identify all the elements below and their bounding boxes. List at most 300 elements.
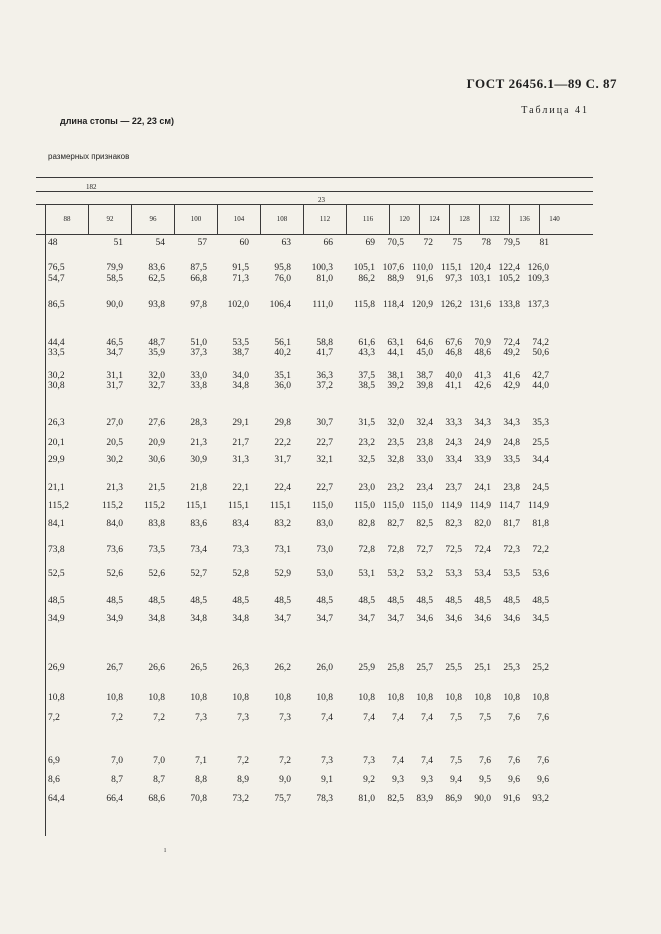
table-cell: 86,5 xyxy=(48,300,65,310)
table-cell: 115,2 xyxy=(101,501,123,511)
table-cell: 66,8 xyxy=(190,274,207,284)
table-cell: 97,3 xyxy=(445,274,462,284)
table-cell: 82,3 xyxy=(445,519,462,529)
table-cell: 91,6 xyxy=(503,794,520,804)
table-cell: 42,7 xyxy=(532,371,549,381)
table-cell: 81,8 xyxy=(532,519,549,529)
table-cell: 10,8 xyxy=(445,693,462,703)
table-cell: 26,9 xyxy=(48,663,65,673)
table-cell: 32,7 xyxy=(148,381,165,391)
table-cell: 7,5 xyxy=(479,713,491,723)
table-cell: 48,5 xyxy=(532,596,549,606)
table-cell: 71,3 xyxy=(232,274,249,284)
table-cell: 53,5 xyxy=(232,338,249,348)
table-cell: 73,0 xyxy=(316,545,333,555)
table-cell: 41,3 xyxy=(474,371,491,381)
table-row xyxy=(48,614,593,625)
table-cell: 21,5 xyxy=(148,483,165,493)
table-cell: 24,3 xyxy=(445,438,462,448)
table-row xyxy=(48,519,593,530)
table-cell: 90,0 xyxy=(474,794,491,804)
table-cell: 8,8 xyxy=(195,775,207,785)
table-cell: 9,1 xyxy=(321,775,333,785)
table-cell: 109,3 xyxy=(527,274,549,284)
table-cell: 58,5 xyxy=(106,274,123,284)
table-cell: 9,4 xyxy=(450,775,462,785)
table-cell: 95,8 xyxy=(274,263,291,273)
table-cell: 73,5 xyxy=(148,545,165,555)
table-cell: 34,7 xyxy=(106,348,123,358)
table-row xyxy=(48,596,593,607)
table-cell: 115,0 xyxy=(382,501,404,511)
table-row xyxy=(48,775,593,786)
table-cell: 25,3 xyxy=(503,663,520,673)
table-cell: 82,5 xyxy=(387,794,404,804)
table-cell: 114,7 xyxy=(498,501,520,511)
table-cell: 82,5 xyxy=(416,519,433,529)
table-cell: 50,6 xyxy=(532,348,549,358)
table-cell: 73,1 xyxy=(274,545,291,555)
table-row xyxy=(48,274,593,285)
table-cell: 34,7 xyxy=(358,614,375,624)
table-cell: 48,5 xyxy=(387,596,404,606)
table-cell: 107,6 xyxy=(382,263,404,273)
table-cell: 23,2 xyxy=(358,438,375,448)
table-cell: 34,5 xyxy=(532,614,549,624)
table-cell: 25,5 xyxy=(445,663,462,673)
table-cell: 6,9 xyxy=(48,756,60,766)
table-cell: 41,7 xyxy=(316,348,333,358)
table-cell: 24,5 xyxy=(532,483,549,493)
table-cell: 23,4 xyxy=(416,483,433,493)
table-cell: 38,7 xyxy=(232,348,249,358)
table-cell: 51 xyxy=(113,238,123,248)
table-cell: 33,8 xyxy=(190,381,207,391)
size-header-cell: 96 xyxy=(131,204,174,234)
table-cell: 58,8 xyxy=(316,338,333,348)
table-cell: 83,4 xyxy=(232,519,249,529)
table-cell: 8,7 xyxy=(153,775,165,785)
table-cell: 63,1 xyxy=(387,338,404,348)
table-cell: 21,3 xyxy=(106,483,123,493)
size-header-cell: 124 xyxy=(419,204,449,234)
table-cell: 81,7 xyxy=(503,519,520,529)
table-cell: 33,0 xyxy=(416,455,433,465)
table-cell: 34,8 xyxy=(232,614,249,624)
size-header-cell: 108 xyxy=(260,204,303,234)
table-cell: 63 xyxy=(281,238,291,248)
table-cell: 72 xyxy=(423,238,433,248)
table-row xyxy=(48,238,593,249)
table-row xyxy=(48,263,593,274)
table-row xyxy=(48,756,593,767)
table-cell: 9,6 xyxy=(508,775,520,785)
table-cell: 51,0 xyxy=(190,338,207,348)
table-cell: 114,9 xyxy=(527,501,549,511)
table-cell: 8,7 xyxy=(111,775,123,785)
table-cell: 23,5 xyxy=(387,438,404,448)
table-cell: 40,2 xyxy=(274,348,291,358)
table-cell: 72,5 xyxy=(445,545,462,555)
table-cell: 26,7 xyxy=(106,663,123,673)
table-cell: 7,3 xyxy=(279,713,291,723)
table-cell: 57 xyxy=(197,238,207,248)
table-cell: 56,1 xyxy=(274,338,291,348)
table-cell: 38,5 xyxy=(358,381,375,391)
table-cell: 10,8 xyxy=(387,693,404,703)
table-cell: 7,2 xyxy=(279,756,291,766)
table-cell: 22,7 xyxy=(316,483,333,493)
table-cell: 49,2 xyxy=(503,348,520,358)
table-cell: 7,2 xyxy=(153,713,165,723)
table-cell: 86,2 xyxy=(358,274,375,284)
table-cell: 32,4 xyxy=(416,418,433,428)
table-cell: 53,2 xyxy=(387,569,404,579)
table-cell: 54,7 xyxy=(48,274,65,284)
table-cell: 26,0 xyxy=(316,663,333,673)
table-cell: 97,8 xyxy=(190,300,207,310)
table-cell: 7,4 xyxy=(392,756,404,766)
table-cell: 10,8 xyxy=(274,693,291,703)
table-cell: 22,4 xyxy=(274,483,291,493)
table-cell: 48,5 xyxy=(358,596,375,606)
table-cell: 7,5 xyxy=(450,713,462,723)
table-cell: 115,1 xyxy=(227,501,249,511)
table-cell: 26,3 xyxy=(48,418,65,428)
table-cell: 72,4 xyxy=(503,338,520,348)
table-cell: 53,4 xyxy=(474,569,491,579)
table-cell: 53,1 xyxy=(358,569,375,579)
table-cell: 7,2 xyxy=(237,756,249,766)
table-cell: 24,8 xyxy=(503,438,520,448)
table-cell: 61,6 xyxy=(358,338,375,348)
table-cell: 7,6 xyxy=(479,756,491,766)
table-cell: 52,5 xyxy=(48,569,65,579)
table-cell: 7,3 xyxy=(237,713,249,723)
table-cell: 44,1 xyxy=(387,348,404,358)
table-cell: 66,4 xyxy=(106,794,123,804)
table-cell: 114,9 xyxy=(469,501,491,511)
table-cell: 34,8 xyxy=(190,614,207,624)
table-row xyxy=(48,501,593,512)
table-cell: 48,5 xyxy=(503,596,520,606)
group-label-23: 23 xyxy=(318,196,325,204)
table-cell: 79,9 xyxy=(106,263,123,273)
table-cell: 72,8 xyxy=(387,545,404,555)
table-cell: 73,6 xyxy=(106,545,123,555)
table-cell: 54 xyxy=(155,238,165,248)
table-cell: 75 xyxy=(452,238,462,248)
table-cell: 48,5 xyxy=(148,596,165,606)
table-cell: 62,5 xyxy=(148,274,165,284)
table-cell: 115,2 xyxy=(143,501,165,511)
table-cell: 24,9 xyxy=(474,438,491,448)
table-cell: 86,9 xyxy=(445,794,462,804)
table-cell: 20,1 xyxy=(48,438,65,448)
table-cell: 70,5 xyxy=(387,238,404,248)
table-cell: 34,6 xyxy=(445,614,462,624)
table-cell: 115,0 xyxy=(411,501,433,511)
table-row xyxy=(48,693,593,704)
table-cell: 44,4 xyxy=(48,338,65,348)
table-cell: 10,8 xyxy=(474,693,491,703)
table-cell: 7,3 xyxy=(195,713,207,723)
table-cell: 7,4 xyxy=(421,713,433,723)
table-cell: 84,0 xyxy=(106,519,123,529)
table-cell: 137,3 xyxy=(527,300,549,310)
table-cell: 83,0 xyxy=(316,519,333,529)
table-cell: 25,7 xyxy=(416,663,433,673)
table-cell: 32,5 xyxy=(358,455,375,465)
foot-length-caption: длина стопы — 22, 23 см) xyxy=(60,116,175,126)
table-row xyxy=(48,300,593,311)
table-cell: 35,9 xyxy=(148,348,165,358)
table-cell: 48,5 xyxy=(48,596,65,606)
table-cell: 41,6 xyxy=(503,371,520,381)
table-cell: 74,2 xyxy=(532,338,549,348)
table-cell: 72,4 xyxy=(474,545,491,555)
size-header-cell: 116 xyxy=(346,204,389,234)
table-cell: 10,8 xyxy=(358,693,375,703)
table-label: Таблица 41 xyxy=(521,105,589,116)
table-cell: 42,6 xyxy=(474,381,491,391)
table-cell: 30,2 xyxy=(106,455,123,465)
table-cell: 26,5 xyxy=(190,663,207,673)
table-cell: 87,5 xyxy=(190,263,207,273)
table-cell: 31,7 xyxy=(106,381,123,391)
table-cell: 115,1 xyxy=(269,501,291,511)
table-cell: 93,8 xyxy=(148,300,165,310)
table-cell: 111,0 xyxy=(312,300,333,310)
table-cell: 126,0 xyxy=(527,263,549,273)
table-cell: 34,3 xyxy=(474,418,491,428)
table-cell: 34,7 xyxy=(387,614,404,624)
table-cell: 88,9 xyxy=(387,274,404,284)
size-header-cell: 120 xyxy=(389,204,419,234)
table-cell: 7,4 xyxy=(421,756,433,766)
table-cell: 115,0 xyxy=(311,501,333,511)
table-cell: 10,8 xyxy=(532,693,549,703)
table-cell: 23,8 xyxy=(416,438,433,448)
table-cell: 7,3 xyxy=(321,756,333,766)
table-cell: 25,2 xyxy=(532,663,549,673)
table-cell: 100,3 xyxy=(311,263,333,273)
table-cell: 22,2 xyxy=(274,438,291,448)
table-left-border xyxy=(45,204,46,836)
table-cell: 9,5 xyxy=(479,775,491,785)
table-cell: 105,2 xyxy=(498,274,520,284)
table-cell: 33,9 xyxy=(474,455,491,465)
table-cell: 76,5 xyxy=(48,263,65,273)
table-cell: 30,6 xyxy=(148,455,165,465)
table-row xyxy=(48,381,593,392)
size-header-cell: 112 xyxy=(303,204,346,234)
table-row xyxy=(48,569,593,580)
table-cell: 30,7 xyxy=(316,418,333,428)
table-cell: 30,9 xyxy=(190,455,207,465)
table-cell: 81,0 xyxy=(316,274,333,284)
table-cell: 7,6 xyxy=(508,756,520,766)
table-cell: 70,8 xyxy=(190,794,207,804)
table-cell: 48,5 xyxy=(316,596,333,606)
table-cell: 90,0 xyxy=(106,300,123,310)
table-cell: 24,1 xyxy=(474,483,491,493)
table-cell: 33,0 xyxy=(190,371,207,381)
size-header-cell: 92 xyxy=(88,204,131,234)
table-cell: 9,3 xyxy=(392,775,404,785)
table-cell: 46,8 xyxy=(445,348,462,358)
size-header-cell: 132 xyxy=(479,204,509,234)
table-cell: 64,4 xyxy=(48,794,65,804)
table-cell: 40,0 xyxy=(445,371,462,381)
table-cell: 9,2 xyxy=(363,775,375,785)
table-cell: 20,5 xyxy=(106,438,123,448)
table-cell: 31,5 xyxy=(358,418,375,428)
table-rule-top xyxy=(36,177,593,178)
table-cell: 66 xyxy=(323,238,333,248)
table-cell: 72,2 xyxy=(532,545,549,555)
table-cell: 9,0 xyxy=(279,775,291,785)
table-cell: 10,8 xyxy=(416,693,433,703)
table-cell: 23,2 xyxy=(387,483,404,493)
table-cell: 48,5 xyxy=(474,596,491,606)
table-cell: 29,1 xyxy=(232,418,249,428)
table-cell: 82,0 xyxy=(474,519,491,529)
table-cell: 53,5 xyxy=(503,569,520,579)
table-cell: 60 xyxy=(239,238,249,248)
table-cell: 25,9 xyxy=(358,663,375,673)
table-cell: 10,8 xyxy=(48,693,65,703)
table-cell: 115,1 xyxy=(185,501,207,511)
table-cell: 52,8 xyxy=(232,569,249,579)
table-cell: 39,8 xyxy=(416,381,433,391)
table-cell: 91,6 xyxy=(416,274,433,284)
table-cell: 34,7 xyxy=(316,614,333,624)
table-cell: 26,6 xyxy=(148,663,165,673)
table-row xyxy=(48,794,593,805)
table-cell: 32,8 xyxy=(387,455,404,465)
size-header-row xyxy=(45,204,593,234)
table-cell: 72,7 xyxy=(416,545,433,555)
table-cell: 79,5 xyxy=(503,238,520,248)
table-cell: 21,3 xyxy=(190,438,207,448)
table-cell: 7,6 xyxy=(508,713,520,723)
table-cell: 82,8 xyxy=(358,519,375,529)
table-cell: 29,9 xyxy=(48,455,65,465)
table-row xyxy=(48,348,593,359)
table-cell: 34,8 xyxy=(232,381,249,391)
table-cell: 48,5 xyxy=(416,596,433,606)
table-cell: 53,2 xyxy=(416,569,433,579)
table-cell: 73,8 xyxy=(48,545,65,555)
table-cell: 37,3 xyxy=(190,348,207,358)
table-cell: 46,5 xyxy=(106,338,123,348)
table-cell: 10,8 xyxy=(148,693,165,703)
table-cell: 133,8 xyxy=(498,300,520,310)
table-cell: 7,1 xyxy=(195,756,207,766)
table-cell: 48,5 xyxy=(106,596,123,606)
table-cell: 34,6 xyxy=(416,614,433,624)
table-cell: 120,4 xyxy=(469,263,491,273)
table-cell: 33,4 xyxy=(445,455,462,465)
table-cell: 67,6 xyxy=(445,338,462,348)
table-cell: 33,5 xyxy=(503,455,520,465)
size-header-cell: 136 xyxy=(509,204,539,234)
table-cell: 33,3 xyxy=(445,418,462,428)
table-cell: 83,8 xyxy=(148,519,165,529)
table-cell: 26,3 xyxy=(232,663,249,673)
table-cell: 30,2 xyxy=(48,371,65,381)
table-cell: 126,2 xyxy=(440,300,462,310)
table-cell: 68,6 xyxy=(148,794,165,804)
table-cell: 31,3 xyxy=(232,455,249,465)
table-cell: 22,1 xyxy=(232,483,249,493)
table-cell: 37,2 xyxy=(316,381,333,391)
table-cell: 48,5 xyxy=(232,596,249,606)
table-cell: 7,0 xyxy=(153,756,165,766)
table-cell: 72,3 xyxy=(503,545,520,555)
table-cell: 115,1 xyxy=(440,263,462,273)
data-grid xyxy=(48,238,593,850)
table-cell: 73,4 xyxy=(190,545,207,555)
table-cell: 34,3 xyxy=(503,418,520,428)
table-cell: 21,1 xyxy=(48,483,65,493)
table-cell: 42,9 xyxy=(503,381,520,391)
table-cell: 48,7 xyxy=(148,338,165,348)
features-caption: размерных признаков xyxy=(48,152,130,161)
table-cell: 28,3 xyxy=(190,418,207,428)
table-cell: 34,4 xyxy=(532,455,549,465)
table-cell: 120,9 xyxy=(411,300,433,310)
table-rule-2 xyxy=(36,191,593,192)
page-header: ГОСТ 26456.1—89 С. 87 xyxy=(466,76,617,91)
table-cell: 64,6 xyxy=(416,338,433,348)
table-cell: 103,1 xyxy=(469,274,491,284)
table-rule-4 xyxy=(36,234,593,235)
table-cell: 34,9 xyxy=(48,614,65,624)
table-row xyxy=(48,438,593,449)
table-cell: 31,1 xyxy=(106,371,123,381)
table-cell: 34,6 xyxy=(503,614,520,624)
table-cell: 8,9 xyxy=(237,775,249,785)
table-cell: 39,2 xyxy=(387,381,404,391)
table-cell: 7,5 xyxy=(450,756,462,766)
table-cell: 48,5 xyxy=(190,596,207,606)
table-cell: 41,1 xyxy=(445,381,462,391)
table-cell: 45,0 xyxy=(416,348,433,358)
table-cell: 34,8 xyxy=(148,614,165,624)
table-cell: 69 xyxy=(365,238,375,248)
table-cell: 8,6 xyxy=(48,775,60,785)
table-cell: 91,5 xyxy=(232,263,249,273)
table-cell: 36,0 xyxy=(274,381,291,391)
table-cell: 22,7 xyxy=(316,438,333,448)
table-cell: 70,9 xyxy=(474,338,491,348)
table-cell: 83,2 xyxy=(274,519,291,529)
table-cell: 37,5 xyxy=(358,371,375,381)
table-cell: 32,0 xyxy=(387,418,404,428)
table-cell: 10,8 xyxy=(316,693,333,703)
table-cell: 7,4 xyxy=(363,713,375,723)
table-cell: 115,8 xyxy=(353,300,375,310)
size-header-cell: 100 xyxy=(174,204,217,234)
table-cell: 34,9 xyxy=(106,614,123,624)
table-row xyxy=(48,483,593,494)
table-cell: 29,8 xyxy=(274,418,291,428)
table-cell: 7,0 xyxy=(111,756,123,766)
table-cell: 110,0 xyxy=(411,263,433,273)
size-header-cell: 128 xyxy=(449,204,479,234)
